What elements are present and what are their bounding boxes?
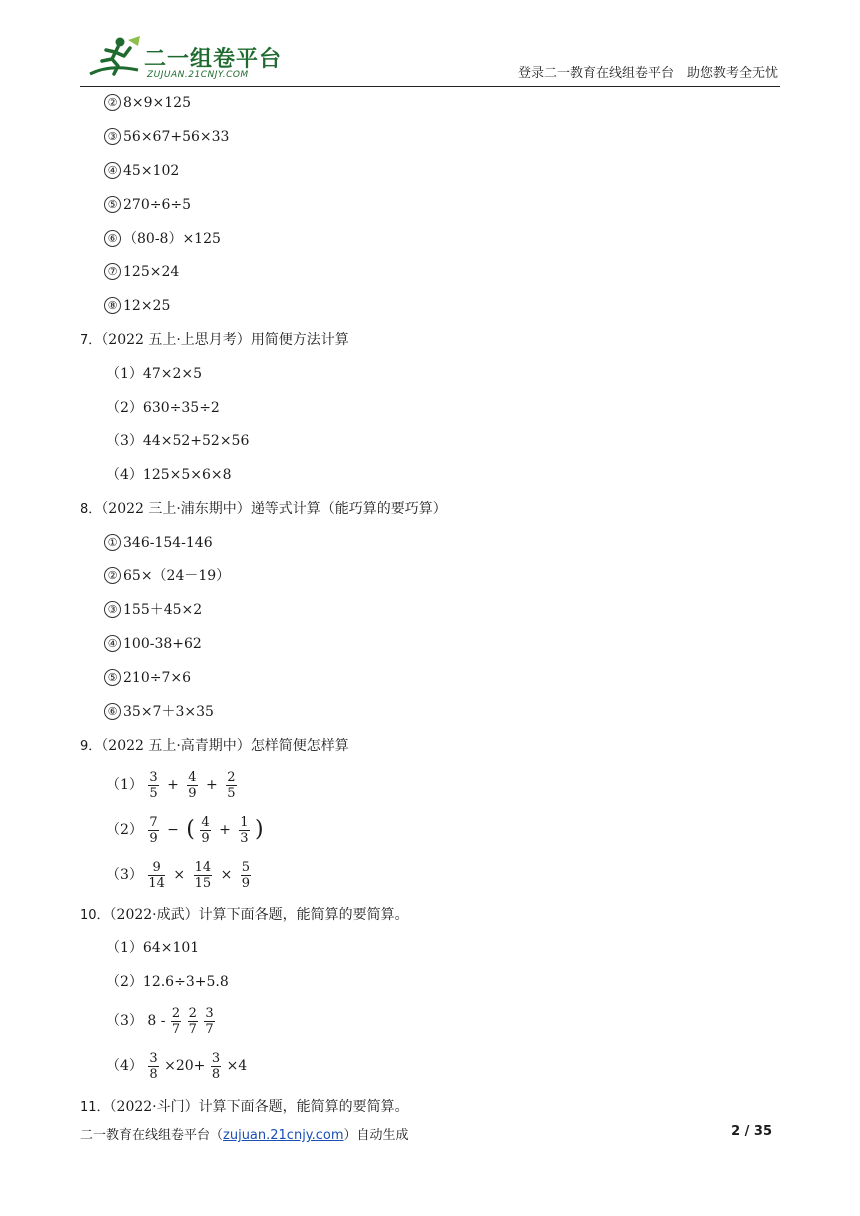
item-number: ② — [104, 94, 121, 111]
item-expression: 44×52+52×56 — [142, 433, 250, 449]
item-expression: （80-8）×125 — [123, 231, 221, 247]
item-number: （2） — [106, 822, 143, 838]
list-item — [104, 702, 214, 722]
list-item — [104, 161, 179, 181]
fraction: $\frac{4}{9}$ — [201, 814, 210, 846]
list-item — [104, 229, 221, 249]
item-number: ② — [104, 567, 121, 584]
item-expression: 630÷35÷2 — [142, 400, 220, 416]
list-item — [104, 127, 229, 147]
item-tail: ×4 — [226, 1058, 248, 1074]
item-number: （3） — [106, 1013, 143, 1029]
list-item — [106, 1004, 216, 1038]
footer-text: 二一教育在线组卷平台（ — [80, 1128, 224, 1143]
list-item — [104, 93, 191, 113]
item-number: （3） — [106, 433, 143, 449]
item-number: ⑦ — [104, 263, 121, 280]
list-item — [104, 634, 202, 654]
running-man-icon — [84, 34, 144, 82]
operator: + — [167, 777, 179, 793]
page-header — [80, 30, 780, 87]
list-item — [106, 431, 249, 451]
page-footer — [80, 1124, 780, 1143]
question-9-title: 9．（2022 五上·高青期中）怎样简便怎样算 — [80, 738, 349, 754]
item-expression: 47×2×5 — [142, 366, 203, 382]
list-item — [104, 600, 202, 620]
item-expression: 35×7＋3×35 — [123, 704, 214, 720]
question-source: （2022 五上·上思月考） — [101, 332, 251, 348]
fraction: $\frac{7}{9}$ — [149, 814, 158, 846]
item-number: （2） — [106, 974, 143, 990]
list-item — [106, 938, 199, 958]
fraction: $\frac{3}{8}$ — [211, 1050, 221, 1082]
list-item — [106, 364, 202, 384]
footer-text: ）自动生成 — [343, 1128, 409, 1143]
fraction: $\frac{4}{9}$ — [188, 769, 197, 801]
item-number: （3） — [106, 867, 143, 883]
item-mid: ×20+ — [164, 1058, 206, 1074]
item-number: ⑤ — [104, 669, 121, 686]
operator: + — [219, 822, 231, 838]
item-expression: 210÷7×6 — [123, 670, 191, 686]
item-expression: 346-154-146 — [123, 535, 213, 551]
item-number: ⑧ — [104, 297, 121, 314]
site-logo[interactable] — [84, 34, 284, 84]
item-expression: 65×（24－19） — [123, 568, 231, 584]
item-expression: 8×9×125 — [123, 95, 191, 111]
item-number: ④ — [104, 162, 121, 179]
list-item — [104, 566, 230, 586]
fraction: $\frac{3}{7}$ — [205, 1005, 214, 1037]
question-prompt: 怎样简便怎样算 — [250, 738, 349, 754]
fraction: $\frac{2}{5}$ — [227, 769, 236, 801]
list-item — [104, 533, 213, 553]
item-number: （1） — [106, 940, 143, 956]
operator: × — [220, 867, 233, 883]
item-expression: 45×102 — [123, 163, 180, 179]
item-number: ① — [104, 534, 121, 551]
question-source: （2022 三上·浦东期中） — [101, 501, 251, 517]
logo-text: 二一组卷平台 — [144, 47, 283, 72]
item-number: （1） — [106, 366, 143, 382]
list-item — [106, 813, 264, 847]
fraction: $\frac{2}{7}$ — [188, 1005, 197, 1037]
question-11-title: 11．（2022·斗门）计算下面各题，能简算的要简算。 — [80, 1099, 409, 1115]
question-source: （2022·成武） — [109, 907, 199, 923]
item-number: （2） — [106, 400, 143, 416]
right-paren: ) — [255, 817, 264, 842]
list-item — [104, 296, 170, 316]
list-item — [104, 195, 191, 215]
question-8-title: 8．（2022 三上·浦东期中）递等式计算（能巧算的要巧算） — [80, 501, 447, 517]
fraction: $\frac{5}{9}$ — [241, 859, 251, 891]
list-item — [106, 1049, 247, 1083]
item-expression: 12.6÷3+5.8 — [142, 974, 229, 990]
fraction: $\frac{3}{5}$ — [149, 769, 158, 801]
question-source: （2022·斗门） — [109, 1099, 199, 1115]
operator: × — [173, 867, 186, 883]
item-lead: 8 - — [147, 1013, 170, 1029]
list-item — [106, 398, 220, 418]
page-number: 2 / 35 — [731, 1124, 772, 1139]
item-number: ④ — [104, 635, 121, 652]
fraction: $\frac{1}{3}$ — [240, 814, 249, 846]
fraction: $\frac{2}{7}$ — [171, 1005, 181, 1037]
operator: − — [167, 822, 179, 838]
question-prompt: 计算下面各题，能简算的要简算。 — [198, 907, 409, 923]
header-slogan: 登录二一教育在线组卷平台 助您教考全无忧 — [517, 66, 778, 81]
item-number: ⑥ — [104, 703, 121, 720]
item-number: （4） — [106, 1058, 143, 1074]
question-prompt: 递等式计算（能巧算的要巧算） — [250, 501, 447, 517]
item-expression: 125×24 — [123, 264, 180, 280]
item-number: （1） — [106, 777, 143, 793]
item-expression: 64×101 — [142, 940, 200, 956]
list-item — [106, 768, 238, 802]
item-expression: 100-38+62 — [123, 636, 202, 652]
fraction: $\frac{3}{8}$ — [149, 1050, 158, 1082]
list-item — [104, 668, 191, 688]
item-expression: 12×25 — [123, 298, 171, 314]
question-7-title: 7．（2022 五上·上思月考）用简便方法计算 — [80, 332, 349, 348]
footer-link[interactable]: zujuan.21cnjy.com — [223, 1128, 344, 1143]
logo-subtext: ZUJUAN.21CNJY.COM — [147, 70, 249, 80]
item-number: ⑥ — [104, 230, 121, 247]
item-number: ③ — [104, 128, 121, 145]
question-prompt: 计算下面各题，能简算的要简算。 — [198, 1099, 409, 1115]
item-number: ⑤ — [104, 196, 121, 213]
left-paren: ( — [186, 817, 195, 842]
list-item — [106, 972, 229, 992]
operator: + — [206, 777, 218, 793]
item-expression: 270÷6÷5 — [123, 197, 191, 213]
question-prompt: 用简便方法计算 — [250, 332, 349, 348]
list-item — [106, 465, 232, 485]
item-expression: 56×67+56×33 — [123, 129, 230, 145]
list-item — [106, 858, 252, 892]
list-item — [104, 262, 179, 282]
question-10-title: 10．（2022·成武）计算下面各题，能简算的要简算。 — [80, 907, 409, 923]
item-number: （4） — [106, 467, 143, 483]
fraction: $\frac{14}{15}$ — [194, 859, 212, 891]
fraction: $\frac{9}{14}$ — [148, 859, 165, 891]
item-number: ③ — [104, 601, 121, 618]
question-source: （2022 五上·高青期中） — [101, 738, 251, 754]
item-expression: 155＋45×2 — [123, 602, 203, 618]
item-expression: 125×5×6×8 — [142, 467, 232, 483]
